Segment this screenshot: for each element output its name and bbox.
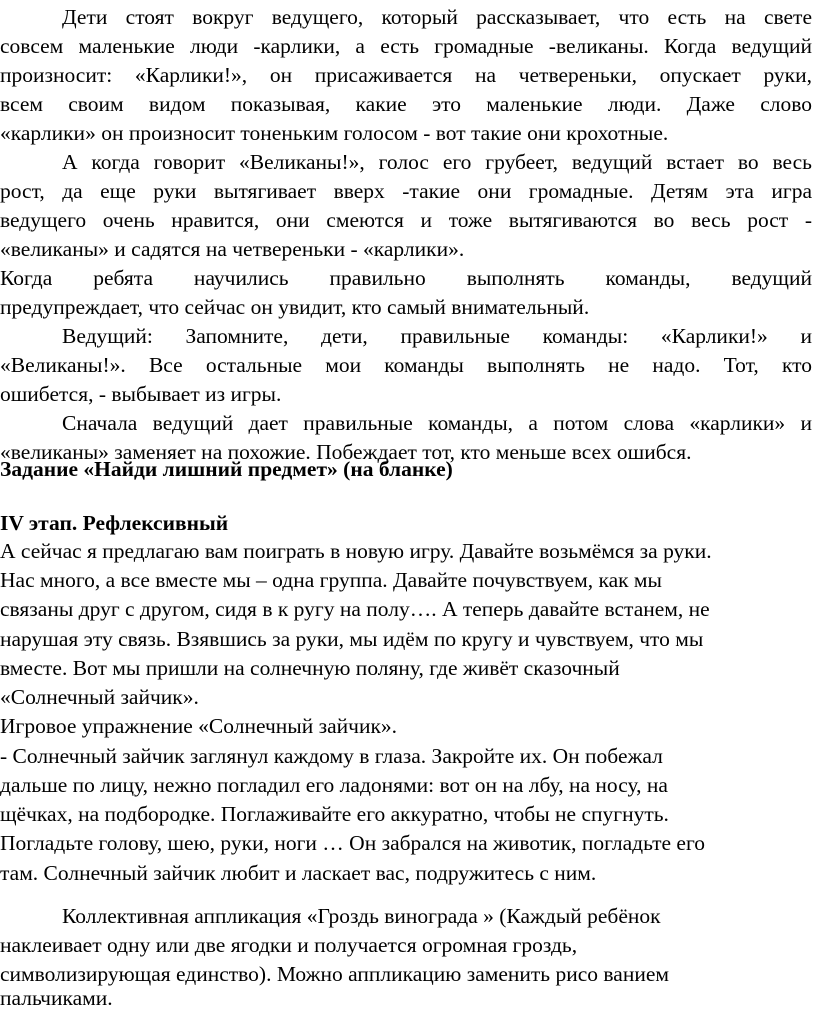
paragraph-1 <box>0 3 812 148</box>
text-line: связаны друг с другом, сидя в к ругу на полу…. А теперь давайте встанем, не <box>0 597 710 621</box>
text-line: - Солнечный зайчик заглянул каждому в глаза. Закройте их. Он побежал <box>0 744 663 768</box>
paragraph-3 <box>0 264 812 322</box>
paragraph-2 <box>0 148 812 264</box>
text-line: всем своим видом показывая, какие это маленькие люди. Даже слово <box>0 92 812 116</box>
text-line: ведущего очень нравится, они смеются и тоже вытягиваются во весь рост - <box>0 208 812 232</box>
text-line: Игровое упражнение «Солнечный зайчик». <box>0 714 398 738</box>
text-line: ошибется, - выбывает из игры. <box>0 382 282 406</box>
text-line: вместе. Вот мы пришли на солнечную поляну, где живёт сказочный <box>0 656 620 680</box>
text-line: нарушая эту связь. Взявшись за руки, мы идём по кругу и чувствуем, что мы <box>0 627 704 651</box>
text-line: Ведущий: Запомните, дети, правильные команды: «Карлики!» и <box>62 324 812 348</box>
text-line: Коллективная аппликация «Гроздь винограда » (Каждый ребёнок <box>62 904 661 928</box>
text-line: символизирующая единство). Можно аппликацию заменить рисо ванием <box>0 962 669 986</box>
text-line: «карлики» он произносит тоненьким голосом - вот такие они крохотные. <box>0 121 669 145</box>
text-line: щёчках, на подбородке. Поглаживайте его аккуратно, чтобы не спугнуть. <box>0 802 669 826</box>
text-line: дальше по лицу, нежно погладил его ладонями: вот он на лбу, на носу, на <box>0 773 668 797</box>
text-line: там. Солнечный зайчик любит и ласкает вас, подружитесь с ним. <box>0 861 597 885</box>
text-line: А когда говорит «Великаны!», голос его грубеет, ведущий встает во весь <box>62 150 812 174</box>
text-line: «великаны» заменяет на похожие. Побеждает тот, кто меньше всех ошибся. <box>0 440 692 464</box>
task-heading: Задание «Найди лишний предмет» (на бланке) <box>0 457 453 481</box>
text-line: Дети стоят вокруг ведущего, который рассказывает, что есть на свете <box>62 5 812 29</box>
text-line: А сейчас я предлагаю вам поиграть в новую игру. Давайте возьмёмся за руки. <box>0 539 712 563</box>
text-line: Сначала ведущий дает правильные команды, а потом слова «карлики» и <box>62 411 812 435</box>
text-line: пальчиками. <box>0 986 113 1010</box>
text-line: «великаны» и садятся на четвереньки - «карлики». <box>0 237 465 261</box>
paragraph-4 <box>0 322 812 409</box>
text-line: Погладьте голову, шею, руки, ноги … Он забрался на животик, погладьте его <box>0 831 705 855</box>
text-line: «Солнечный зайчик». <box>0 685 199 709</box>
text-line: совсем маленькие люди -карлики, а есть громадные -великаны. Когда ведущий <box>0 34 812 58</box>
stage-heading: IV этап. Рефлексивный <box>0 511 229 535</box>
text-line: рост, да еще руки вытягивает вверх -такие они громадные. Детям эта игра <box>0 179 812 203</box>
text-line: предупреждает, что сейчас он увидит, кто самый внимательный. <box>0 295 590 319</box>
text-line: «Великаны!». Все остальные мои команды выполнять не надо. Тот, кто <box>0 353 812 377</box>
text-line: произносит: «Карлики!», он присаживается на четвереньки, опускает руки, <box>0 63 812 87</box>
text-line: Нас много, а все вместе мы – одна группа. Давайте почувствуем, как мы <box>0 568 662 592</box>
text-line: наклеивает одну или две ягодки и получается огромная гроздь, <box>0 933 578 957</box>
text-line: Когда ребята научились правильно выполнять команды, ведущий <box>0 266 812 290</box>
